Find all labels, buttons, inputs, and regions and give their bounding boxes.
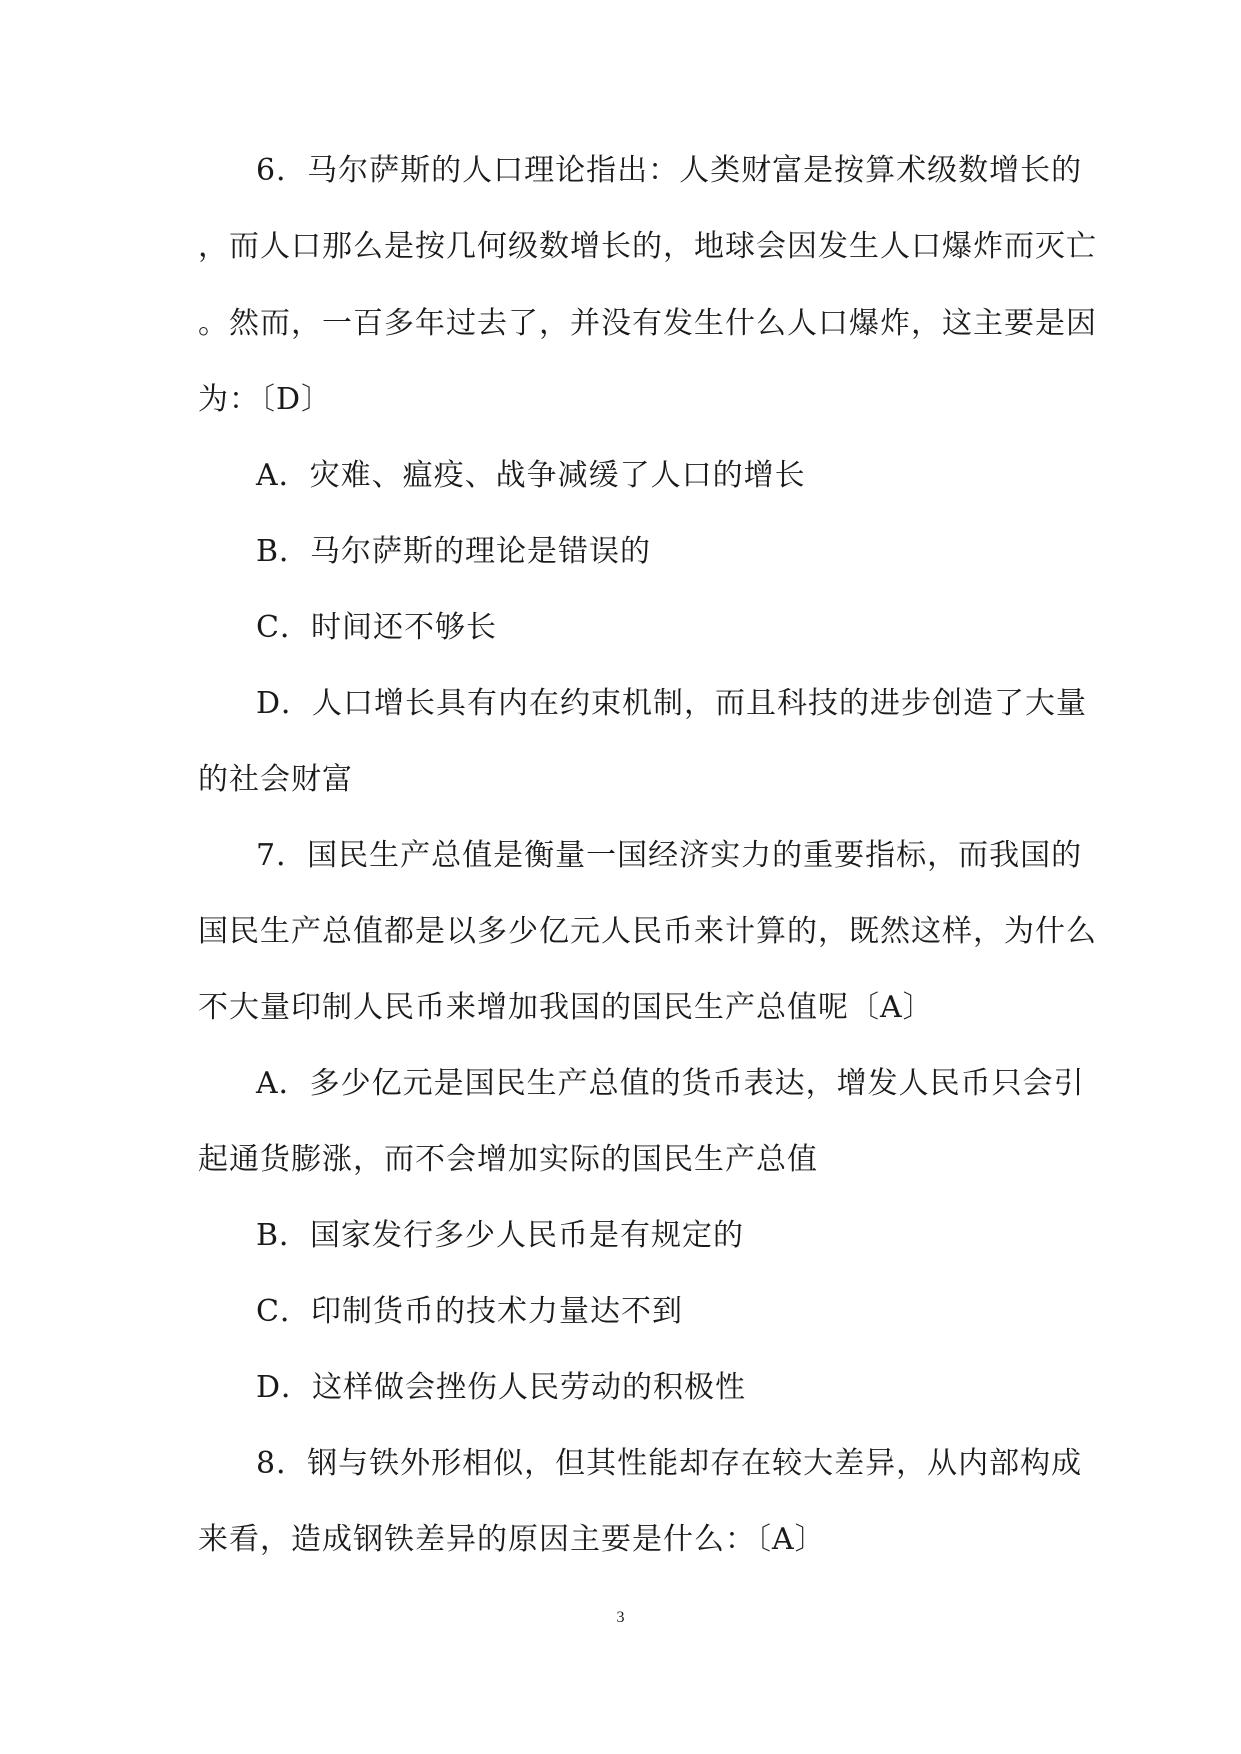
q7-line-2: 国民生产总值都是以多少亿元人民币来计算的，既然这样，为什么 bbox=[198, 914, 1097, 949]
q7-option-c: C．印制货币的技术力量达不到 bbox=[256, 1294, 683, 1329]
q7-option-a-line-2: 起通货膨涨，而不会增加实际的国民生产总值 bbox=[198, 1142, 818, 1177]
q6-option-c: C．时间还不够长 bbox=[256, 610, 497, 645]
q6-line-2: ，而人口那么是按几何级数增长的，地球会因发生人口爆炸而灭亡 bbox=[198, 229, 1097, 264]
q8-line-2: 来看，造成钢铁差异的原因主要是什么：〔A〕 bbox=[198, 1522, 826, 1557]
q7-line-3: 不大量印制人民币来增加我国的国民生产总值呢〔A〕 bbox=[198, 990, 934, 1025]
q7-option-d: D．这样做会挫伤人民劳动的积极性 bbox=[256, 1370, 747, 1405]
q6-option-d-line-1: D．人口增长具有内在约束机制，而且科技的进步创造了大量 bbox=[256, 686, 1088, 721]
q7-line-1: 7．国民生产总值是衡量一国经济实力的重要指标，而我国的 bbox=[256, 838, 1083, 873]
q7-option-b: B．国家发行多少人民币是有规定的 bbox=[256, 1218, 745, 1253]
q7-option-a-line-1: A．多少亿元是国民生产总值的货币表达，增发人民币只会引 bbox=[256, 1066, 1085, 1101]
page-number: 3 bbox=[616, 1609, 625, 1626]
q6-option-a: A．灾难、瘟疫、战争减缓了人口的增长 bbox=[256, 458, 806, 493]
q8-line-1: 8．钢与铁外形相似，但其性能却存在较大差异，从内部构成 bbox=[256, 1446, 1083, 1481]
q6-line-3: 。然而，一百多年过去了，并没有发生什么人口爆炸，这主要是因 bbox=[198, 306, 1097, 341]
q6-option-b: B．马尔萨斯的理论是错误的 bbox=[256, 534, 652, 569]
q6-option-d-line-2: 的社会财富 bbox=[198, 762, 353, 797]
q6-line-1: 6．马尔萨斯的人口理论指出：人类财富是按算术级数增长的 bbox=[256, 153, 1083, 188]
q6-line-4: 为：〔D〕 bbox=[198, 382, 333, 417]
